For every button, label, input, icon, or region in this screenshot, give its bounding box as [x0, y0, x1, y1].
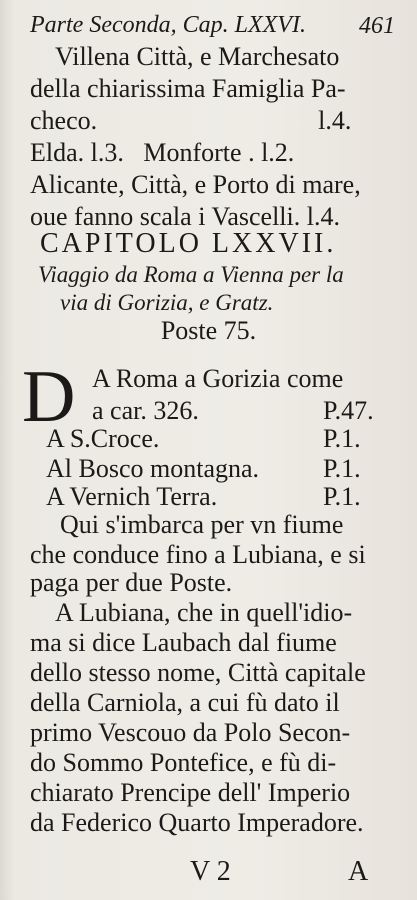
signature-mark: V 2: [190, 856, 231, 887]
text-line: Elda. l.3. Monforte . l.2.: [30, 138, 295, 167]
text-line: che conduce fino a Lubiana, e si: [30, 540, 366, 569]
text-line: A Lubiana, che in quell'idio-: [55, 598, 353, 627]
text-line: della Carniola, a cui fù dato il: [30, 688, 340, 717]
text-line: oue fanno scala i Vascelli. l.4.: [30, 202, 340, 231]
text-line: da Federico Quarto Imperadore.: [30, 808, 364, 837]
text-line: della chiarissima Famiglia Pa-: [30, 74, 346, 103]
route-posts: P.1.: [323, 454, 361, 483]
catchword: A: [348, 856, 369, 887]
posts-total: Poste 75.: [160, 316, 257, 345]
text-line: checo. l.4.: [30, 106, 352, 135]
route-posts: P.1.: [323, 482, 361, 511]
chapter-subtitle: via di Gorizia, e Gratz.: [60, 290, 274, 315]
text-line: do Sommo Pontefice, e fù di-: [30, 748, 337, 777]
route-line: A S.Croce.: [46, 424, 160, 453]
route-line: Al Bosco montagna.: [46, 454, 260, 483]
route-posts: P.1.: [323, 424, 361, 453]
text-line: chiarato Prencipe dell' Imperio: [30, 778, 351, 807]
running-title: Parte Seconda, Cap. LXXVI.: [30, 12, 306, 38]
chapter-subtitle: Viaggio da Roma a Vienna per la: [38, 262, 344, 287]
text-line: Alicante, Città, e Porto di mare,: [30, 170, 361, 199]
page-number: 461: [359, 13, 395, 39]
route-line: a car. 326.: [92, 396, 199, 425]
route-line: A Roma a Gorizia come: [92, 364, 344, 393]
chapter-title: CAPITOLO LXXVII.: [40, 228, 337, 259]
text-line: dello stesso nome, Città capitale: [30, 658, 366, 687]
text-line: Qui s'imbarca per vn fiume: [60, 510, 344, 539]
text-line: primo Vescouo da Polo Secon-: [30, 718, 351, 747]
text-line: paga per due Poste.: [30, 568, 233, 597]
drop-cap: D: [22, 356, 76, 438]
text-line: ma si dice Laubach dal fiume: [30, 628, 337, 657]
route-posts: P.47.: [323, 396, 374, 425]
route-line: A Vernich Terra.: [46, 482, 218, 511]
text-line: Villena Città, e Marchesato: [55, 42, 340, 71]
